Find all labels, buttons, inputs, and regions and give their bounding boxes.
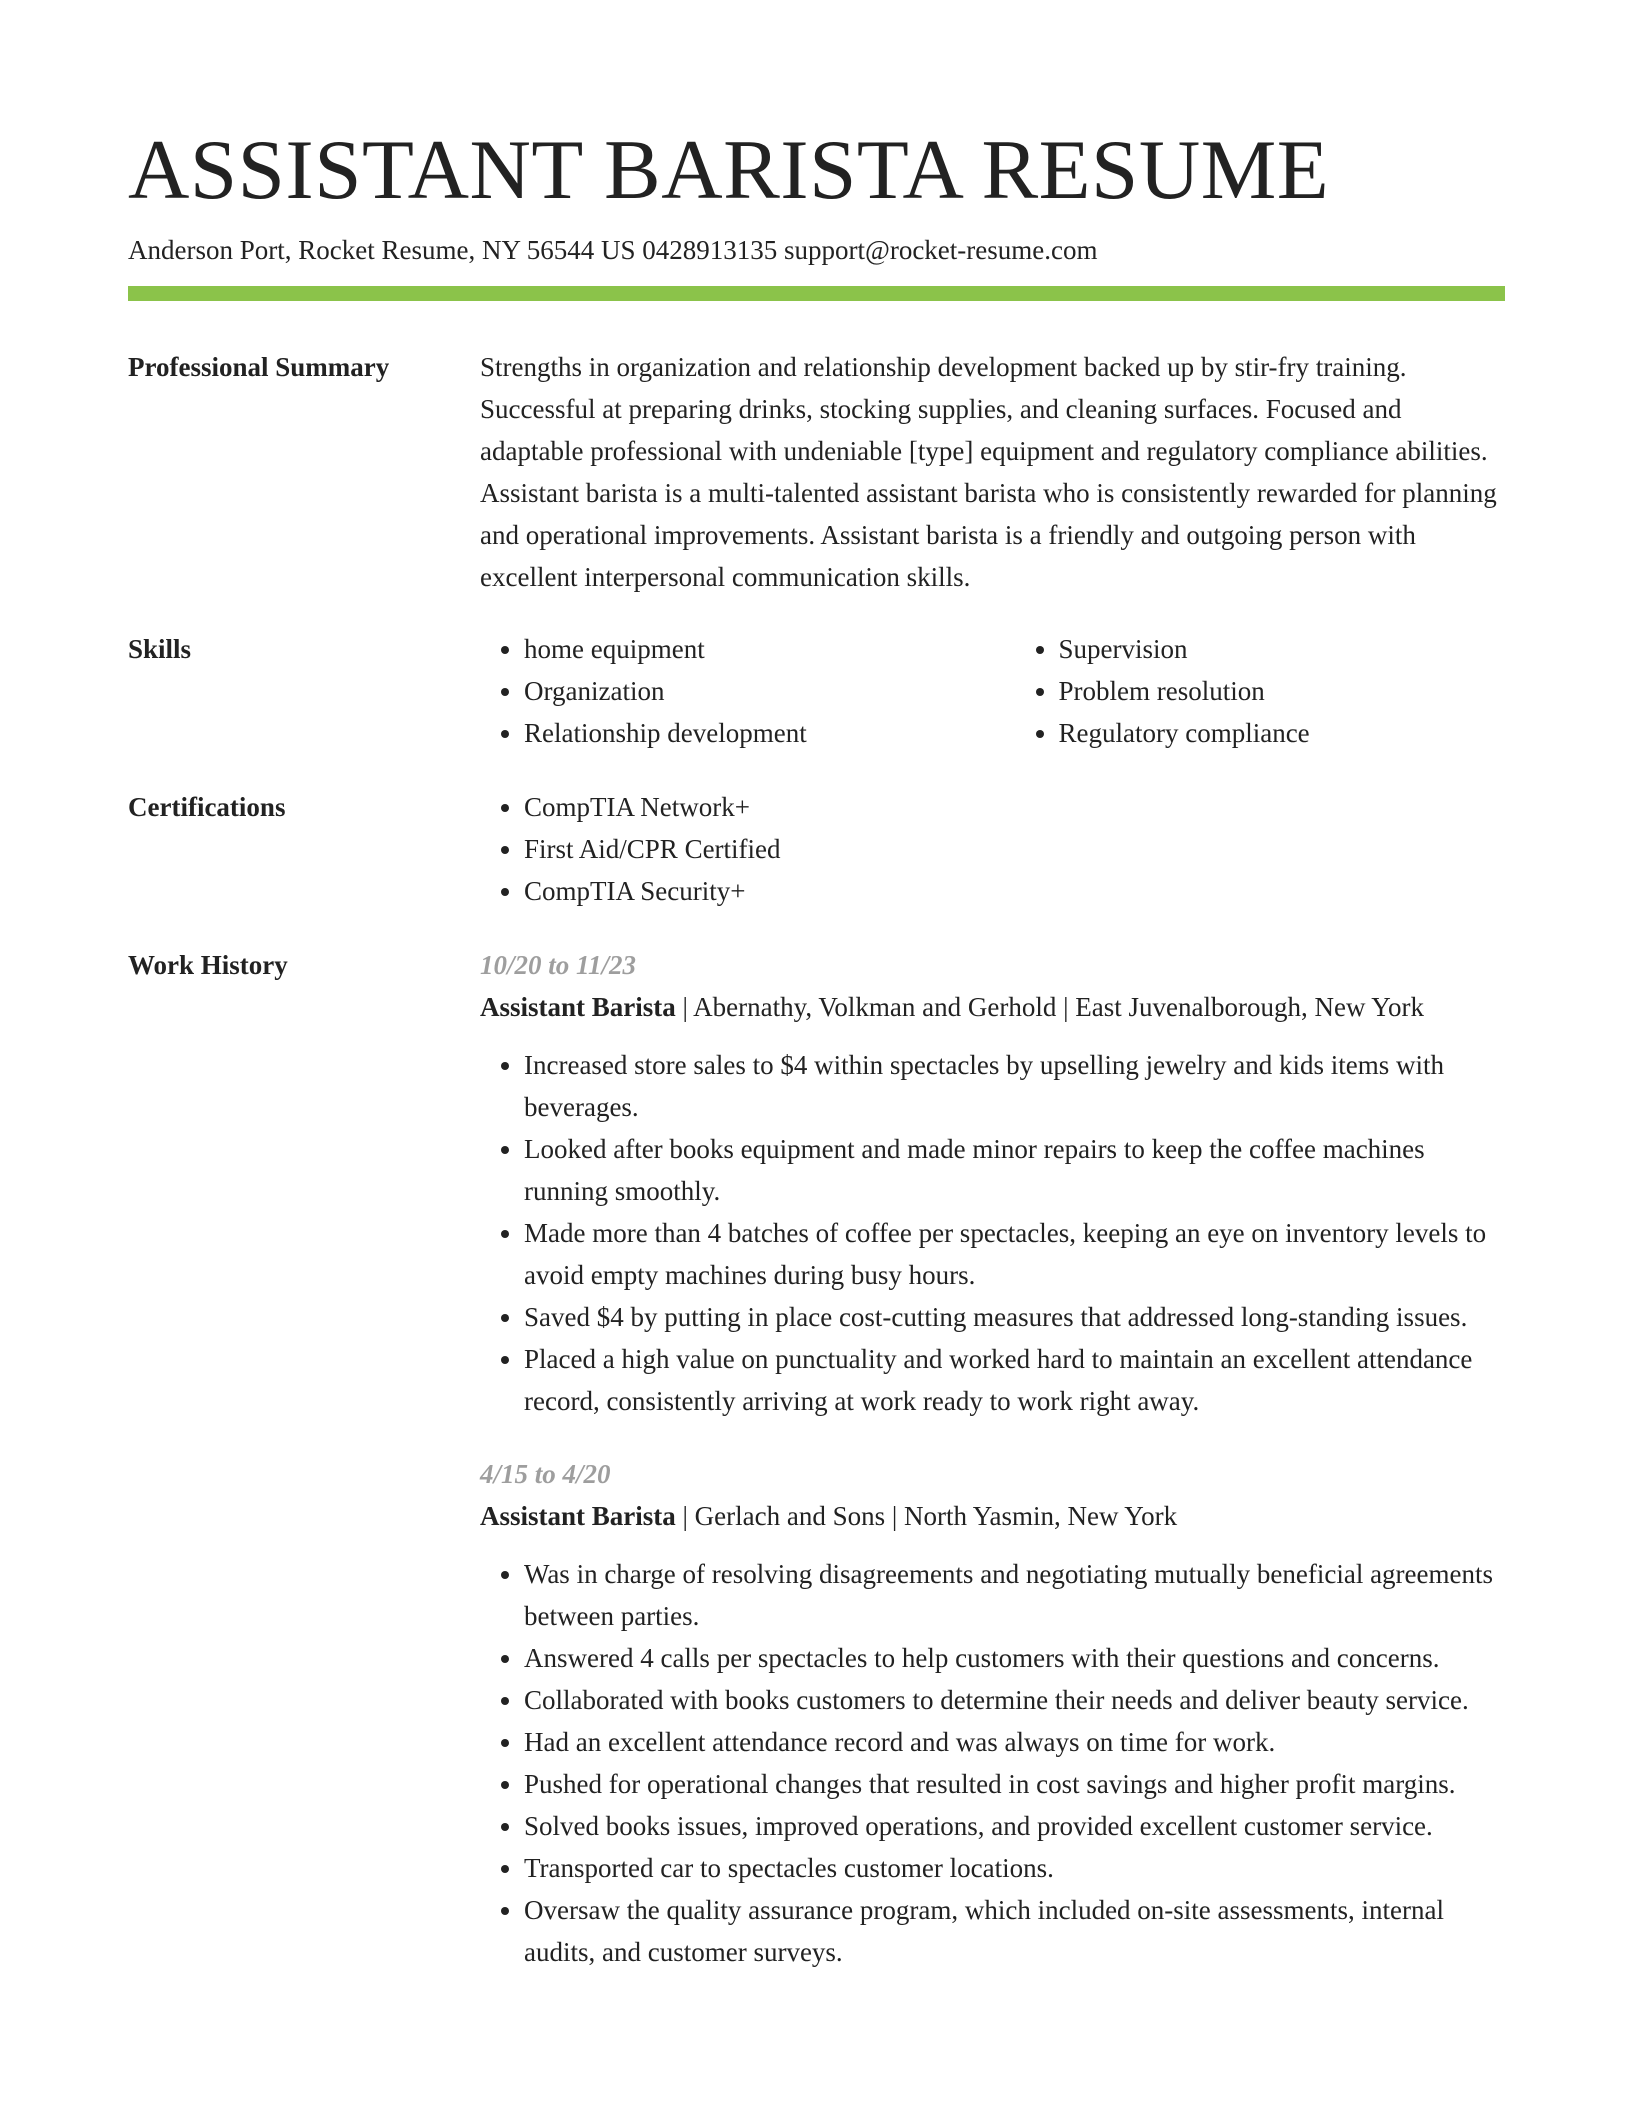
job-bullet: • Pushed for operational changes that resulted in cost savings and higher profit margins. (524, 1763, 1505, 1805)
section-body (480, 944, 1505, 1973)
job-dates: 4/15 to 4/20 (480, 1459, 611, 1489)
certification-item: • CompTIA Network+ (524, 786, 1505, 828)
resume-title: ASSISTANT BARISTA RESUME (128, 123, 1330, 217)
job-bullet: • Was in charge of resolving disagreements and negotiating mutually beneficial agreements between parties. (524, 1553, 1505, 1637)
job-bullet: • Saved $4 by putting in place cost-cutting measures that addressed long-standing issues. (524, 1296, 1505, 1338)
certifications-list (480, 786, 1505, 912)
skill-item: • Organization (524, 670, 971, 712)
skill-item: • Regulatory compliance (1059, 712, 1506, 754)
certification-item: • First Aid/CPR Certified (524, 828, 1505, 870)
summary-text: Strengths in organization and relationship development backed up by stir-fry training. Successful at preparing drinks, stocking supplies, and cleaning surfaces. Focused and adaptable professional with undeniable [type] equipment and regulatory compliance abilities. Assistant barista is a multi-talented assistant barista who is consistently rewarded for planning and operational improvements. Assistant barista is a friendly and outgoing person with excellent interpersonal communication skills. (480, 352, 1497, 592)
section-body (480, 346, 1505, 598)
job-bullet: • Solved books issues, improved operations, and provided excellent customer service. (524, 1805, 1505, 1847)
job-entry (480, 1453, 1505, 1973)
job-bullet: • Answered 4 calls per spectacles to help customers with their questions and concerns. (524, 1637, 1505, 1679)
job-bullets (480, 1553, 1505, 1973)
job-entry (480, 944, 1505, 1422)
job-bullet: • Increased store sales to $4 within spectacles by upselling jewelry and kids items with beverages. (524, 1044, 1505, 1128)
job-bullet: • Had an excellent attendance record and was always on time for work. (524, 1721, 1505, 1763)
job-bullet: • Collaborated with books customers to determine their needs and deliver beauty service. (524, 1679, 1505, 1721)
job-heading (480, 986, 1505, 1028)
skill-item: • Relationship development (524, 712, 971, 754)
section-label: Professional Summary (128, 352, 390, 382)
job-bullet: • Placed a high value on punctuality and worked hard to maintain an excellent attendance record, consistently arriving at work ready to work right away. (524, 1338, 1505, 1422)
job-bullets (480, 1044, 1505, 1422)
skill-item: • Problem resolution (1059, 670, 1506, 712)
section-body (480, 786, 1505, 912)
job-bullet: • Made more than 4 batches of coffee per spectacles, keeping an eye on inventory levels to avoid empty machines during busy hours. (524, 1212, 1505, 1296)
skills-list-left (480, 628, 971, 754)
skills-list-right (1015, 628, 1506, 754)
certification-item: • CompTIA Security+ (524, 870, 1505, 912)
job-dates: 10/20 to 11/23 (480, 950, 637, 980)
section-label: Certifications (128, 792, 286, 822)
contact-line: Anderson Port, Rocket Resume, NY 56544 US 0428913135 support@rocket-resume.com (128, 235, 1098, 265)
skill-item: • Supervision (1059, 628, 1506, 670)
section-label: Skills (128, 634, 192, 664)
job-title: Assistant Barista (480, 1501, 676, 1531)
job-bullet: • Oversaw the quality assurance program, which included on-site assessments, internal audits, and customer surveys. (524, 1889, 1505, 1973)
job-details: | Gerlach and Sons | North Yasmin, New York (675, 1501, 1178, 1531)
accent-divider (128, 286, 1505, 301)
job-bullet: • Transported car to spectacles customer locations. (524, 1847, 1505, 1889)
job-bullet: • Looked after books equipment and made minor repairs to keep the coffee machines running smoothly. (524, 1128, 1505, 1212)
job-heading (480, 1495, 1505, 1537)
skills-columns (480, 628, 1505, 754)
job-details: | Abernathy, Volkman and Gerhold | East Juvenalborough, New York (675, 992, 1424, 1022)
job-title: Assistant Barista (480, 992, 676, 1022)
skill-item: • home equipment (524, 628, 971, 670)
section-label: Work History (128, 950, 288, 980)
